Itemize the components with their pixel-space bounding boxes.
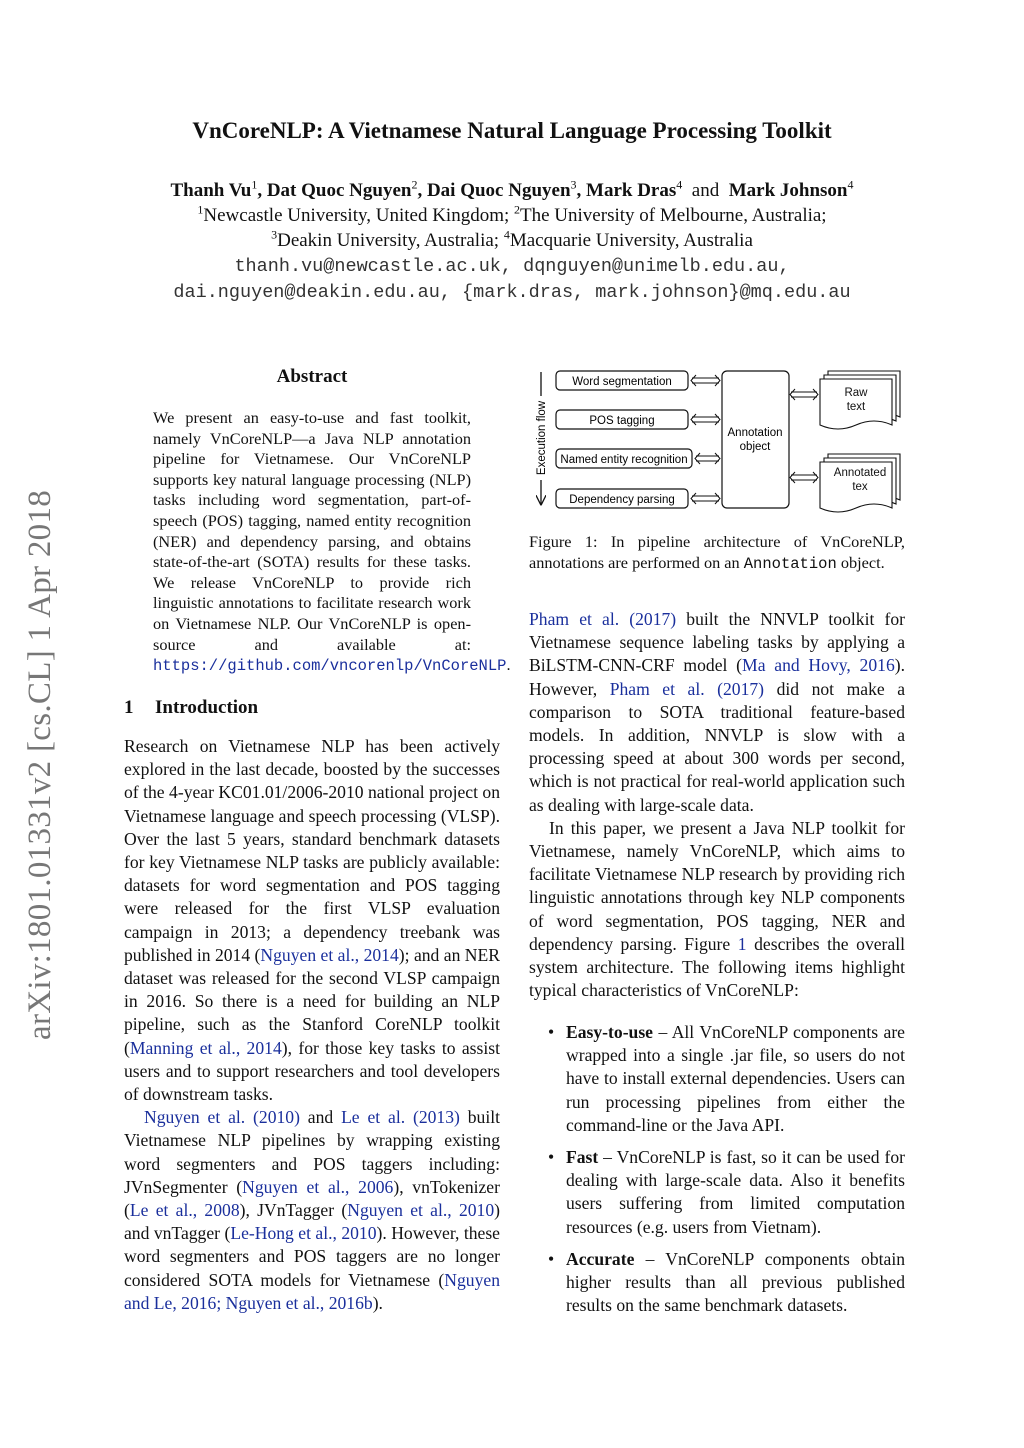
citation-link[interactable]: Pham et al. (2017) <box>609 678 765 699</box>
svg-text:Annotation: Annotation <box>727 427 783 439</box>
arxiv-identifier: arXiv:1801.01331v2 [cs.CL] 1 Apr 2018 <box>22 489 58 1040</box>
annotation-object-box <box>722 371 789 508</box>
citation-link[interactable]: Ma and Hovy, 2016 <box>742 655 895 676</box>
step-box <box>556 410 688 429</box>
svg-text:text: text <box>846 401 866 413</box>
paragraph: In this paper, we present a Java NLP toolkit for Vietnamese, namely VnCoreNLP, which aims to facilitate Vietnamese NLP research by providing rich linguistic annotations through key NLP components of word segmentation, POS tagging, NER and dependency parsing. Figure 1 describes the overall system architecture. The following items highlight typical characteristics of VnCoreNLP: <box>529 817 906 1001</box>
raw-text-document <box>820 371 900 429</box>
intro-right-column <box>529 608 905 1002</box>
author-line: Thanh Vu$^1$, Dat Quoc Nguyen$^2$, Dai Quoc Nguyen$^3$, Mark Dras$^4$ and Mark Johnson$^4$ <box>170 177 854 201</box>
citation-link[interactable]: Manning et al., 2014 <box>129 1037 282 1058</box>
citation-link[interactable]: Nguyen et al., 2014 <box>260 944 399 965</box>
affiliation-line: $^1$Newcastle University, United Kingdom; $^2$The University of Melbourne, Australia; <box>197 202 827 226</box>
svg-text:Dependency parsing: Dependency parsing <box>569 494 675 506</box>
citation-link[interactable]: Nguyen et al., 2010 <box>347 1200 495 1221</box>
bullet-dot: • <box>548 1147 555 1168</box>
citation-link[interactable]: Nguyen et al., 2006 <box>242 1176 394 1197</box>
list-item: • Accurate – VnCoreNLP components obtain higher results than all previous published results on the same benchmark datasets. <box>548 1248 905 1316</box>
abstract-heading: Abstract <box>276 366 348 387</box>
author-block <box>0 178 1024 253</box>
paragraph: Pham et al. (2017) built the NNVLP toolkit for Vietnamese sequence labeling tasks by applying a BiLSTM-CNN-CRF model (Ma and Hovy, 2016). However, Pham et al. (2017) did not make a comparison to SOTA traditional feature-based models. In addition, NNVLP is slow with a processing speed at about 300 words per second, which is not practical for real-world application such as dealing with large-scale data. <box>529 609 906 815</box>
svg-text:POS tagging: POS tagging <box>589 415 655 427</box>
citation-link[interactable]: Pham et al. (2017) <box>529 609 677 629</box>
citation-link[interactable]: Le et al., 2008 <box>129 1200 240 1221</box>
author-name: Dai Quoc Nguyen <box>426 180 571 201</box>
list-item: • Fast – VnCoreNLP is fast, so it can be used for dealing with large-scale data. Also it benefits users suffering from limited computation resources (e.g. users from Vietnam). <box>548 1147 905 1237</box>
step-box <box>556 449 692 468</box>
bullet-dot: • <box>548 1022 555 1042</box>
affiliation-line: $^3$Deakin University, Australia; $^4$Macquarie University, Australia <box>271 227 753 251</box>
author-name: Mark Dras <box>586 180 677 201</box>
document-arrows <box>790 389 818 483</box>
author-name: Mark Johnson <box>728 180 848 201</box>
list-item: • Easy-to-use – All VnCoreNLP components are wrapped into a single .jar file, so users do not have to install external dependencies. Users can run processing pipelines from either the command-line or the Java API. <box>548 1022 905 1135</box>
email-line: thanh.vu@newcastle.ac.uk, dqnguyen@unimelb.edu.au, <box>234 256 790 277</box>
svg-text:tex: tex <box>852 481 868 493</box>
author-name: Thanh Vu <box>170 180 252 201</box>
citation-link[interactable]: Le-Hong et al., 2010 <box>230 1223 377 1244</box>
pipeline-diagram <box>529 362 905 520</box>
citation-link[interactable]: Nguyen et al. (2010) <box>144 1107 300 1128</box>
author-sup: 4 <box>847 177 854 192</box>
double-arrows <box>691 375 720 504</box>
svg-text:Annotated: Annotated <box>833 467 887 479</box>
paragraph: Nguyen et al. (2010) and Le et al. (2013) built Vietnamese NLP pipelines by wrapping existing word segmenters and POS taggers including: JVnSegmenter (Nguyen et al., 2006), vnTokenizer (Le et al., 2008), JVnTagger (Nguyen et al., 2010) and vnTagger (Le-Hong et al., 2010). However, these word segmenters and POS taggers are no longer considered SOTA models for Vietnamese (Nguyen and Le, 2016; Nguyen et al., 2016b). <box>124 1107 500 1313</box>
figure-1 <box>529 362 905 525</box>
author-sup: 3 <box>570 177 577 192</box>
step-box <box>556 489 688 508</box>
author-sup: 2 <box>411 177 418 192</box>
flow-label: Execution flow <box>536 400 548 476</box>
figure-ref-link[interactable]: 1 <box>737 933 747 954</box>
citation-link[interactable]: Nguyen and Le, 2016; Nguyen et al., 2016b <box>124 1269 500 1313</box>
abstract-body: We present an easy-to-use and fast toolkit, namely VnCoreNLP—a Java NLP annotation pipeline for Vietnamese. Our VnCoreNLP supports key natural language processing (NLP) tasks including word segmentation, part-of-speech (POS) tagging, named entity recognition (NER) and dependency parsing, and obtains state-of-the-art (SOTA) results for these tasks. We release VnCoreNLP to provide rich linguistic annotations to facilitate research work on Vietnamese NLP. Our VnCoreNLP is open-source and available at: https://github.com/vncorenlp/VnCoreNLP. <box>153 408 511 676</box>
bullet-dot: • <box>548 1248 555 1269</box>
author-name: Dat Quoc Nguyen <box>266 180 412 201</box>
intro-left-column <box>124 735 500 1315</box>
svg-text:object: object <box>739 441 771 453</box>
section-heading: 1 Introduction <box>124 697 259 718</box>
github-link[interactable]: https://github.com/vncorenlp/VnCoreNLP <box>153 657 507 676</box>
characteristics-list <box>546 1021 905 1326</box>
paper-title: VnCoreNLP: A Vietnamese Natural Language Processing Toolkit <box>192 118 832 143</box>
author-sup: 1 <box>251 177 258 192</box>
citation-link[interactable]: Le et al. (2013) <box>341 1107 460 1128</box>
author-emails <box>0 254 1024 306</box>
svg-text:Raw: Raw <box>844 387 868 399</box>
svg-text:Word segmentation: Word segmentation <box>572 376 672 388</box>
step-box <box>556 371 688 390</box>
author-and: and <box>691 180 720 201</box>
figure-caption: Figure 1: In pipeline architecture of VnCoreNLP, annotations are performed on an Annotation object. <box>529 532 905 573</box>
svg-text:Named entity recognition: Named entity recognition <box>560 454 688 466</box>
author-sup: 4 <box>676 177 683 192</box>
annotated-text-document <box>820 454 900 512</box>
paragraph: Research on Vietnamese NLP has been actively explored in the last decade, boosted by the successes of the 4-year KC01.01/2006-2010 national project on Vietnamese language and speech processing (VLSP). Over the last 5 years, standard benchmark datasets for key Vietnamese NLP tasks are publicly available: datasets for word segmentation and POS tagging were released for the first VLSP evaluation campaign in 2013; a dependency treebank was published in 2014 (Nguyen et al., 2014); and an NER dataset was released for the second VLSP campaign in 2016. So there is a need for building an NLP pipeline, such as the Stanford CoreNLP toolkit (Manning et al., 2014), for those key tasks to assist users and to support researchers and tool developers of downstream tasks. <box>124 736 501 1105</box>
email-line: dai.nguyen@deakin.edu.au, {mark.dras, mark.johnson}@mq.edu.au <box>173 282 851 303</box>
